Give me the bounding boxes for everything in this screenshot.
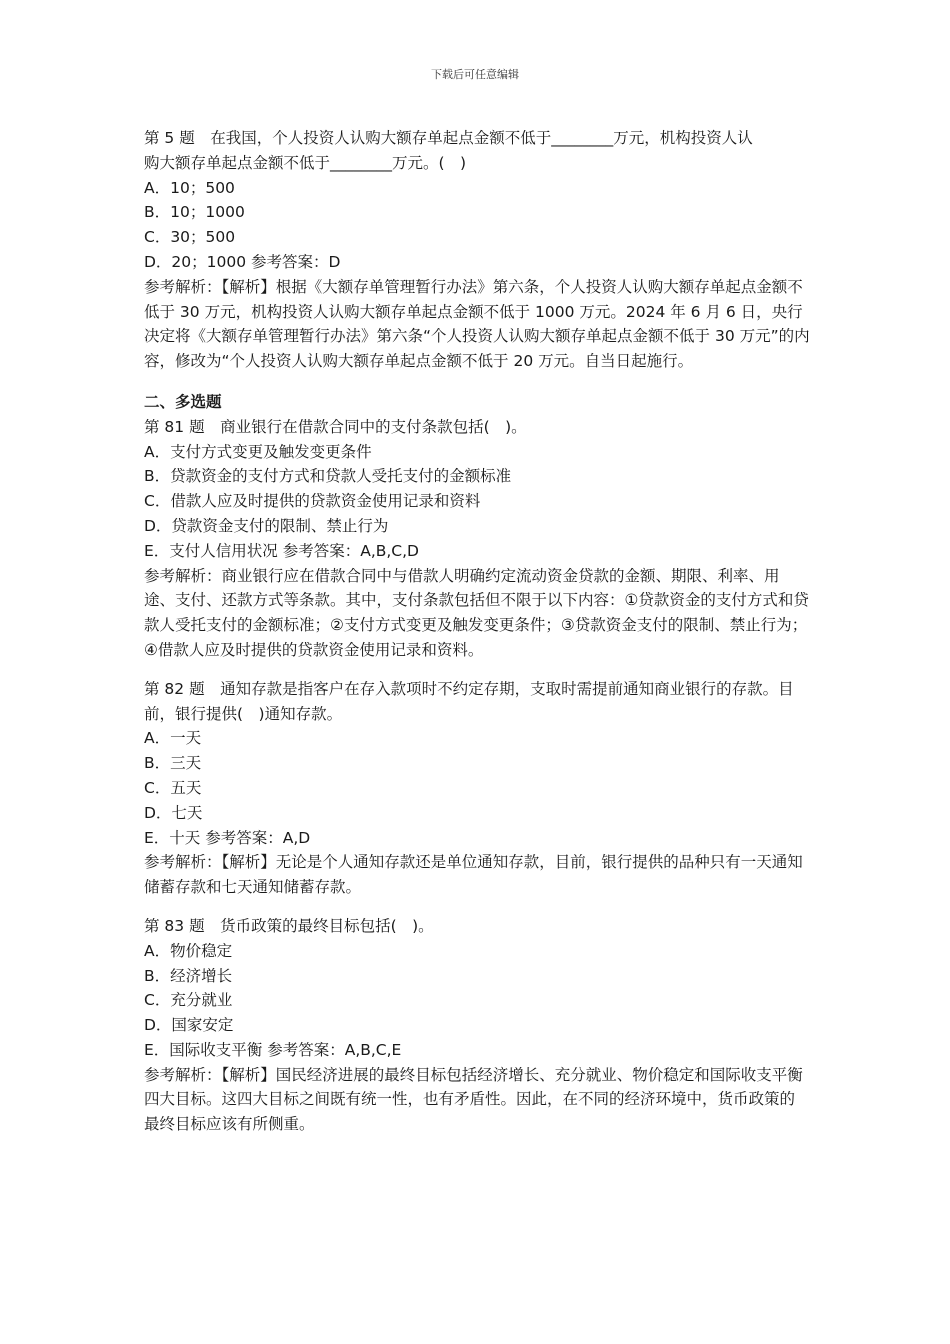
option: B．三天 — [144, 754, 202, 773]
option: C．五天 — [144, 778, 202, 797]
question-stem: 第 83 题 货币政策的最终目标包括( )。 — [144, 916, 434, 935]
option-with-answer: E．支付人信用状况 参考答案：A,B,C,D — [144, 541, 419, 560]
question-81 — [144, 415, 810, 663]
option: D．七天 — [144, 803, 203, 822]
question-82 — [144, 677, 810, 900]
option: D．国家安定 — [144, 1016, 234, 1035]
option: C．30；500 — [144, 228, 236, 247]
page-header: 下载后可任意编辑 — [431, 68, 519, 81]
option-with-answer: E．国际收支平衡 参考答案：A,B,C,E — [144, 1040, 402, 1059]
option: A．物价稳定 — [144, 941, 233, 960]
question-stem: 第 81 题 商业银行在借款合同中的支付条款包括( )。 — [144, 417, 527, 436]
question-5 — [144, 126, 810, 374]
option: C．借款人应及时提供的贷款资金使用记录和资料 — [144, 492, 481, 511]
analysis: 参考解析：【解析】根据《大额存单管理暂行办法》第六条，个人投资人认购大额存单起点金额不低于 30 万元，机构投资人认购大额存单起点金额不低于 1000 万元。2024 年 6 月 6 日，央行决定将《大额存单管理暂行办法》第六条“个人投资人认购大额存单起点金额不低于 30 万元”的内容，修改为“个人投资人认购大额存单起点金额不低于 20 万元。自当日起施行。 — [144, 277, 810, 371]
analysis: 参考解析：【解析】国民经济进展的最终目标包括经济增长、充分就业、物价稳定和国际收支平衡四大目标。这四大目标之间既有统一性，也有矛盾性。因此，在不同的经济环境中，货币政策的最终目标应该有所侧重。 — [144, 1065, 803, 1134]
option: B．经济增长 — [144, 966, 233, 985]
section-title: 二、多选题 — [144, 392, 222, 411]
question-stem: 第 5 题 在我国，个人投资人认购大额存单起点金额不低于________万元，机构投资人认 — [144, 129, 753, 147]
document-body — [144, 126, 810, 1137]
question-83 — [144, 914, 810, 1137]
option-with-answer: E．十天 参考答案：A,D — [144, 828, 311, 847]
option: D．贷款资金支付的限制、禁止行为 — [144, 516, 389, 535]
option: A．一天 — [144, 729, 202, 748]
analysis: 参考解析：商业银行应在借款合同中与借款人明确约定流动资金贷款的金额、期限、利率、用途、支付、还款方式等条款。其中，支付条款包括但不限于以下内容：①贷款资金的支付方式和贷款人受托支付的金额标准；②支付方式变更及触发变更条件；③贷款资金支付的限制、禁止行为；④借款人应及时提供的贷款资金使用记录和资料。 — [144, 566, 809, 659]
analysis: 参考解析：【解析】无论是个人通知存款还是单位通知存款，目前，银行提供的品种只有一天通知储蓄存款和七天通知储蓄存款。 — [144, 853, 803, 897]
option: B．贷款资金的支付方式和贷款人受托支付的金额标准 — [144, 467, 512, 486]
question-stem: 购大额存单起点金额不低于________万元。( ) — [144, 153, 467, 172]
option: C．充分就业 — [144, 991, 233, 1010]
option-with-answer: D．20；1000 参考答案：D — [144, 252, 341, 271]
option: B．10；1000 — [144, 203, 245, 222]
option: A．支付方式变更及触发变更条件 — [144, 442, 372, 461]
option: A．10；500 — [144, 178, 235, 197]
question-stem: 第 82 题 通知存款是指客户在存入款项时不约定存期，支取时需提前通知商业银行的存款。目前，银行提供( )通知存款。 — [144, 679, 794, 723]
